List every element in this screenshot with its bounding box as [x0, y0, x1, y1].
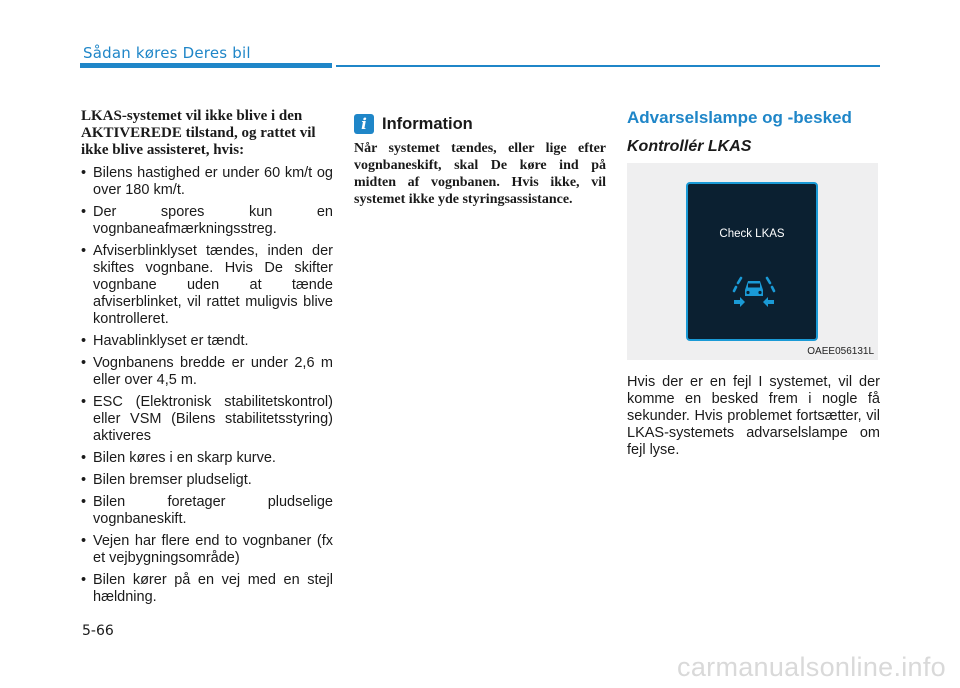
bullet-icon: • [81, 533, 87, 549]
bullet-icon: • [81, 333, 87, 349]
list-item: • Bilen foretager pludselige vognbaneskift. [81, 494, 333, 527]
info-icon: i [354, 114, 374, 134]
bullet-icon: • [81, 572, 87, 588]
page-number: 5-66 [82, 623, 114, 639]
info-header [354, 114, 606, 134]
list-item: • Bilen kører på en vej med en stejl hældning. [81, 572, 333, 605]
list-item: • Bilens hastighed er under 60 km/t og over 180 km/t. [81, 165, 333, 198]
bullet-icon: • [81, 450, 87, 466]
header-title: Sådan køres Deres bil [83, 44, 251, 62]
list-item: • ESC (Elektronisk stabilitetskontrol) eller VSM (Bilens stabilitetsstyring) aktiveres [81, 394, 333, 444]
list-item: • Afviserblinklyset tændes, inden der skiftes vognbane. Hvis De skifter vognbane uden at tænde afviserblinket, vil rattet muligvis blive kontrolleret. [81, 243, 333, 327]
condition-list [81, 165, 333, 606]
info-text: Når systemet tændes, eller lige efter vognbaneskift, skal De køre ind på midten af vognbanen. Hvis ikke, vil systemet ikke yde styringsassistance. [354, 141, 606, 207]
bullet-icon: • [81, 394, 87, 410]
list-item: • Bilen bremser pludseligt. [81, 472, 252, 488]
figure-caption: OAEE056131L [807, 346, 874, 357]
cluster-figure [627, 163, 878, 360]
left-heading: LKAS-systemet vil ikke blive i den AKTIVEREDE tilstand, og rattet vil ikke blive assisteret, hvis: [81, 108, 316, 158]
list-item: • Der spores kun en vognbaneafmærkningsstreg. [81, 204, 333, 237]
header-rule-thin [336, 65, 880, 67]
list-item: • Vejen har flere end to vognbaner (fx et vejbygningsområde) [81, 533, 333, 566]
bullet-icon: • [81, 165, 87, 181]
bullet-icon: • [81, 243, 87, 259]
info-box [354, 114, 606, 208]
bullet-icon: • [81, 204, 87, 220]
header-rule-thick [80, 63, 332, 68]
bullet-icon: • [81, 472, 87, 488]
list-item: • Vognbanens bredde er under 2,6 m eller over 4,5 m. [81, 355, 333, 388]
lane-keeping-icon [732, 274, 776, 310]
cluster-display [686, 182, 818, 341]
bullet-icon: • [81, 494, 87, 510]
display-message: Check LKAS [719, 228, 785, 240]
sub-title: Kontrollér LKAS [627, 138, 752, 155]
section-title: Advarselslampe og -besked [627, 108, 852, 127]
bullet-icon: • [81, 355, 87, 371]
left-column [81, 108, 333, 611]
list-item: • Havablinklyset er tændt. [81, 333, 249, 349]
list-item: • Bilen køres i en skarp kurve. [81, 450, 276, 466]
info-title: Information [382, 114, 473, 133]
warning-description: Hvis der er en fejl I systemet, vil der komme en besked frem i nogle få sekunder. Hvis problemet fortsætter, vil LKAS-systemets advarselslampe om fejl lyse. [627, 374, 880, 458]
right-column [627, 108, 880, 459]
watermark: carmanualsonline.info [677, 652, 946, 682]
